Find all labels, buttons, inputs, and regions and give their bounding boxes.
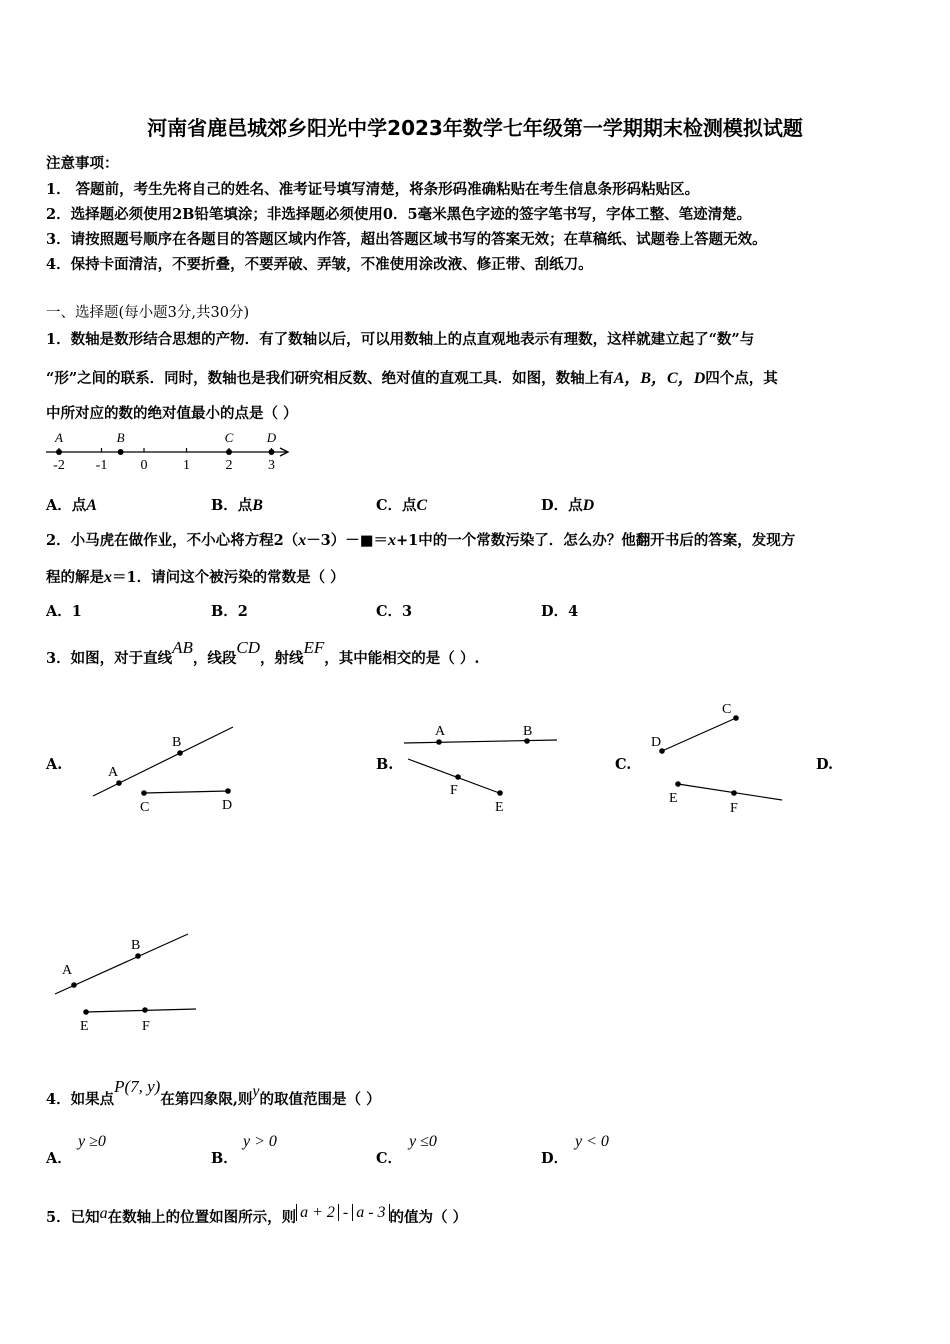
q1-option-b-val: B (252, 497, 263, 514)
q2-line2 (46, 566, 345, 587)
q5-text-b: 在数轴上的位置如图所示，则 (107, 1209, 297, 1226)
point-d (269, 449, 275, 455)
q2-option-b[interactable]: B．2 (211, 603, 248, 620)
q1-option-d-val: D (582, 497, 595, 514)
figd-point-a (71, 982, 77, 988)
figc-line-ef (678, 784, 782, 800)
q4-option-b[interactable]: B． (211, 1150, 238, 1167)
figc-label-e: E (669, 791, 678, 806)
figd-label-f: F (142, 1019, 150, 1034)
q3-figure-c (648, 698, 788, 818)
figc-point-f (731, 790, 737, 796)
figa-point-a (116, 780, 122, 786)
q4-option-b-val: y > 0 (243, 1133, 277, 1150)
q5-var-a: a (99, 1205, 108, 1222)
point-label-a: A (55, 430, 63, 445)
q5-abs-2: a - 3 (352, 1204, 389, 1221)
q2-text-a: 2．小马虎在做作业，不小心将方程2（ (46, 532, 299, 549)
figc-label-c: C (722, 702, 732, 717)
figa-label-a: A (108, 765, 119, 780)
figb-label-f: F (450, 783, 458, 798)
q1-option-d-key: D．点 (541, 497, 583, 514)
q4-option-c-val: y ≤0 (409, 1133, 437, 1150)
figb-label-e: E (495, 800, 504, 815)
figa-label-d: D (222, 798, 233, 813)
note-item-2: 2．选择题必须使用2B铅笔填涂；非选择题必须使用0．5毫米黑色字迹的签字笔书写，字体工整、笔迹清楚。 (46, 206, 752, 223)
q5-abs-1: a + 2 (296, 1204, 339, 1221)
q4-option-d-val: y < 0 (575, 1133, 609, 1150)
tick-label: 1 (183, 458, 190, 473)
figb-label-b: B (523, 724, 533, 739)
q5-text-c: 的值为（ ） (389, 1209, 468, 1226)
q4-text-b: 在第四象限,则 (160, 1091, 253, 1108)
note-item-4: 4．保持卡面清洁，不要折叠，不要弄破、弄皱，不准使用涂改液、修正带、刮纸刀。 (46, 256, 593, 273)
q1-option-b[interactable] (211, 494, 263, 515)
q4-text-a: 4．如果点 (46, 1091, 115, 1108)
q2-option-d[interactable]: D．4 (541, 603, 579, 620)
q2-var-x1: x (298, 532, 307, 549)
q2-line1 (46, 529, 795, 550)
note-item-3: 3．请按照题号顺序在各题目的答题区域内作答，超出答题区域书写的答案无效；在草稿纸、试题卷上答题无效。 (46, 231, 767, 248)
figb-label-a: A (435, 724, 446, 739)
tick-label: 0 (140, 458, 148, 473)
figb-point-b (524, 738, 530, 744)
q2-option-a[interactable]: A．1 (46, 603, 82, 620)
point-label-d: D (266, 430, 277, 445)
q4-option-d[interactable]: D． (541, 1150, 569, 1167)
q4-option-a-val: y ≥0 (78, 1133, 106, 1150)
figc-point-c (733, 715, 739, 721)
figb-point-f (455, 774, 461, 780)
figb-line-ab (404, 740, 557, 743)
q4-stem (46, 1077, 381, 1109)
figc-label-f: F (730, 801, 738, 816)
point-label-b: B (116, 430, 125, 445)
q1-line2 (46, 365, 778, 388)
figb-point-a (436, 739, 442, 745)
q4-point-p: P(7, y) (114, 1077, 161, 1096)
figa-segment-cd (144, 791, 228, 793)
q1-option-a-val: A (86, 497, 97, 514)
q2-text-2c: ＝1．请问这个被污染的常数是（ ） (112, 569, 345, 586)
q1-line2-end: 四个点，其 (705, 370, 778, 387)
point-c (226, 449, 232, 455)
q2-var-x2: x (387, 532, 396, 549)
q1-line3: 中所对应的数的绝对值最小的点是（ ） (46, 405, 298, 422)
figa-label-c: C (140, 800, 150, 815)
q2-text-c: －3）－■＝ (306, 532, 388, 549)
q4-var-y: y (252, 1083, 260, 1100)
q2-var-x3: x (104, 569, 112, 586)
section-heading: 一、选择题(每小题3分,共30分) (46, 305, 250, 321)
figa-point-b (177, 750, 183, 756)
q4-option-c[interactable]: C． (376, 1150, 403, 1167)
figc-point-e (675, 781, 681, 787)
q5-text-a: 5．已知 (46, 1209, 100, 1226)
q3-figure-d (50, 928, 205, 1038)
q3-ray-ef: EF (303, 638, 325, 657)
q1-line1: 1．数轴是数形结合思想的产物．有了数轴以后，可以用数轴上的点直观地表示有理数，这样就建立起了“数”与 (46, 331, 755, 348)
q3-option-a[interactable]: A. (46, 756, 63, 773)
q5-stem (46, 1206, 467, 1227)
number-line-figure (40, 426, 300, 476)
point-a (56, 449, 62, 455)
figd-point-f (142, 1007, 148, 1013)
q1-option-a-key: A．点 (46, 497, 87, 514)
q3-line-ab: AB (172, 638, 193, 657)
page-title: 河南省鹿邑城郊乡阳光中学2023年数学七年级第一学期期末检测模拟试题 (147, 116, 803, 140)
figc-segment-cd (662, 718, 736, 751)
figa-point-d (225, 788, 231, 794)
q3-figure-a (88, 722, 248, 822)
q3-option-c[interactable]: C. (615, 756, 632, 773)
q4-text-c: 的取值范围是（ ） (259, 1091, 381, 1108)
q2-option-c[interactable]: C．3 (376, 603, 413, 620)
point-label-c: C (224, 430, 234, 445)
q3-text-d: ，其中能相交的是（ ）. (324, 650, 480, 667)
q3-segment-cd: CD (236, 638, 260, 657)
figa-label-b: B (172, 735, 182, 750)
figd-point-b (135, 953, 141, 959)
figd-label-e: E (80, 1019, 89, 1034)
q1-line2-text: “形”之间的联系．同时，数轴也是我们研究相反数、绝对值的直观工具．如图，数轴上有 (46, 370, 614, 387)
q1-option-c[interactable] (376, 494, 427, 515)
notes-heading: 注意事项： (46, 155, 119, 172)
q3-figure-b (400, 718, 565, 818)
q3-text-a: 3．如图，对于直线 (46, 650, 173, 667)
q1-option-a[interactable] (46, 494, 97, 515)
q3-stem (46, 638, 480, 668)
figd-label-a: A (62, 963, 73, 978)
q5-minus: - (338, 1204, 353, 1221)
q2-text-2a: 程的解是 (46, 569, 104, 586)
tick-label: 3 (268, 458, 275, 473)
figd-label-b: B (131, 938, 141, 953)
q1-option-b-key: B．点 (211, 497, 253, 514)
figa-point-c (141, 790, 147, 796)
q3-text-b: ，线段 (192, 650, 237, 667)
q1-option-c-val: C (416, 497, 428, 514)
q3-text-c: ，射线 (260, 650, 304, 667)
tick-label: -2 (53, 458, 65, 473)
figc-label-d: D (651, 735, 662, 750)
figb-point-e (497, 790, 503, 796)
q1-option-d[interactable] (541, 494, 594, 515)
figd-point-e (83, 1009, 89, 1015)
figd-ray-ef (86, 1009, 196, 1012)
q3-option-b[interactable]: B. (376, 756, 394, 773)
q1-option-c-key: C．点 (376, 497, 417, 514)
q2-text-e: +1中的一个常数污染了．怎么办？他翻开书后的答案，发现方 (395, 532, 796, 549)
q4-option-a[interactable]: A． (46, 1150, 72, 1167)
q1-points: A，B，C，D (613, 370, 706, 387)
point-b (118, 449, 124, 455)
figa-line-ab (93, 727, 233, 796)
tick-label: -1 (95, 458, 108, 473)
note-item-1: 1． 答题前，考生先将自己的姓名、准考证号填写清楚，将条形码准确粘贴在考生信息条形码粘贴区。 (46, 181, 700, 198)
tick-label: 2 (225, 458, 233, 473)
q3-option-d[interactable]: D. (816, 756, 834, 773)
